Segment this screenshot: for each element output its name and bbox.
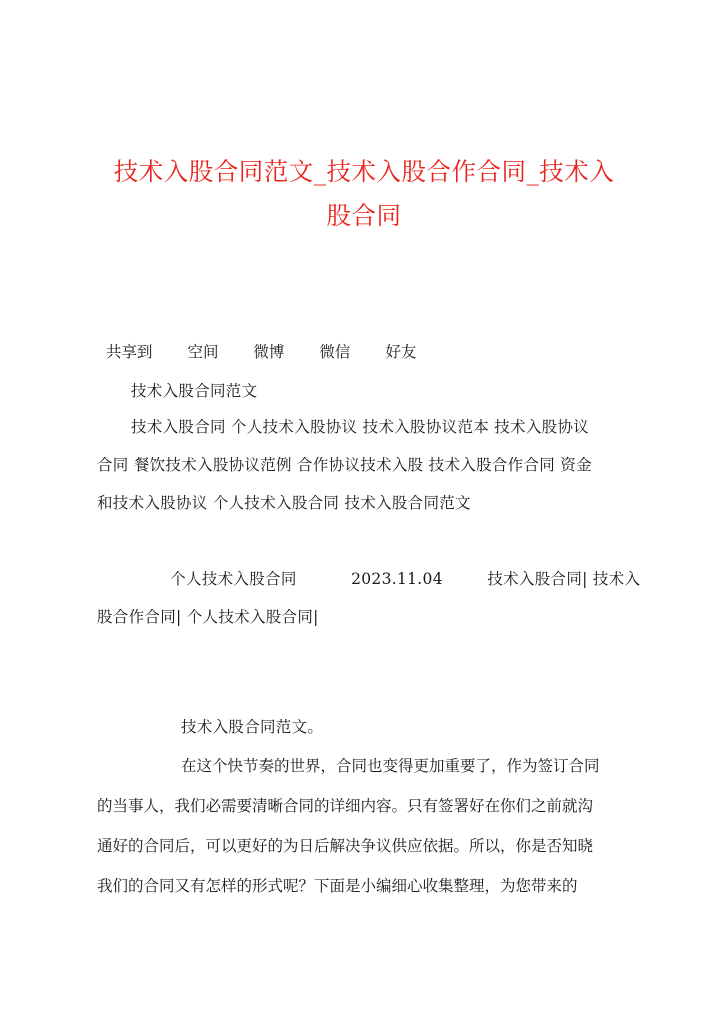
share-space-link[interactable]: 空间 — [187, 343, 219, 361]
tags-line-3: 和技术入股协议 个人技术入股合同 技术入股合同范文 — [97, 494, 471, 512]
share-friends-link[interactable]: 好友 — [385, 343, 417, 361]
meta-category[interactable]: 个人技术入股合同 — [170, 570, 297, 588]
body-line-2: 的当事人，我们必需要清晰合同的详细内容。只有签署好在你们之前就沟 — [97, 797, 594, 815]
tags-line-1: 技术入股合同 个人技术入股协议 技术入股协议范本 技术入股协议 — [131, 418, 590, 436]
share-bar — [106, 340, 446, 364]
share-label: 共享到 — [106, 343, 153, 361]
body-intro: 技术入股合同范文。 — [181, 718, 324, 736]
body-line-4: 我们的合同又有怎样的形式呢？下面是小编细心收集整理，为您带来的 — [97, 877, 578, 895]
meta-block — [97, 560, 641, 636]
document-title — [94, 150, 634, 238]
title-line-1: 技术入股合同范文_技术入股合作合同_技术入 — [113, 157, 615, 186]
tags-line-2: 合同 餐饮技术入股协议范例 合作协议技术入股 技术入股合作合同 资金 — [97, 456, 592, 474]
meta-tags-1[interactable]: 技术入股合同| 技术入 — [487, 570, 641, 588]
body-line-3: 通好的合同后，可以更好的为日后解决争议供应依据。所以，你是否知晓 — [97, 837, 594, 855]
share-wechat-link[interactable]: 微信 — [319, 343, 351, 361]
body-line-1: 在这个快节奏的世界，合同也变得更加重要了，作为签订合同 — [181, 757, 600, 775]
meta-tags-2[interactable]: 股合作合同| 个人技术入股合同| — [97, 608, 319, 626]
body-paragraph — [97, 746, 631, 906]
share-weibo-link[interactable]: 微博 — [253, 343, 285, 361]
title-line-2: 股合同 — [326, 201, 402, 230]
meta-line-1 — [97, 560, 641, 598]
meta-date: 2023.11.04 — [351, 570, 443, 588]
tags-block — [97, 408, 631, 522]
section-heading: 技术入股合同范文 — [131, 382, 258, 400]
